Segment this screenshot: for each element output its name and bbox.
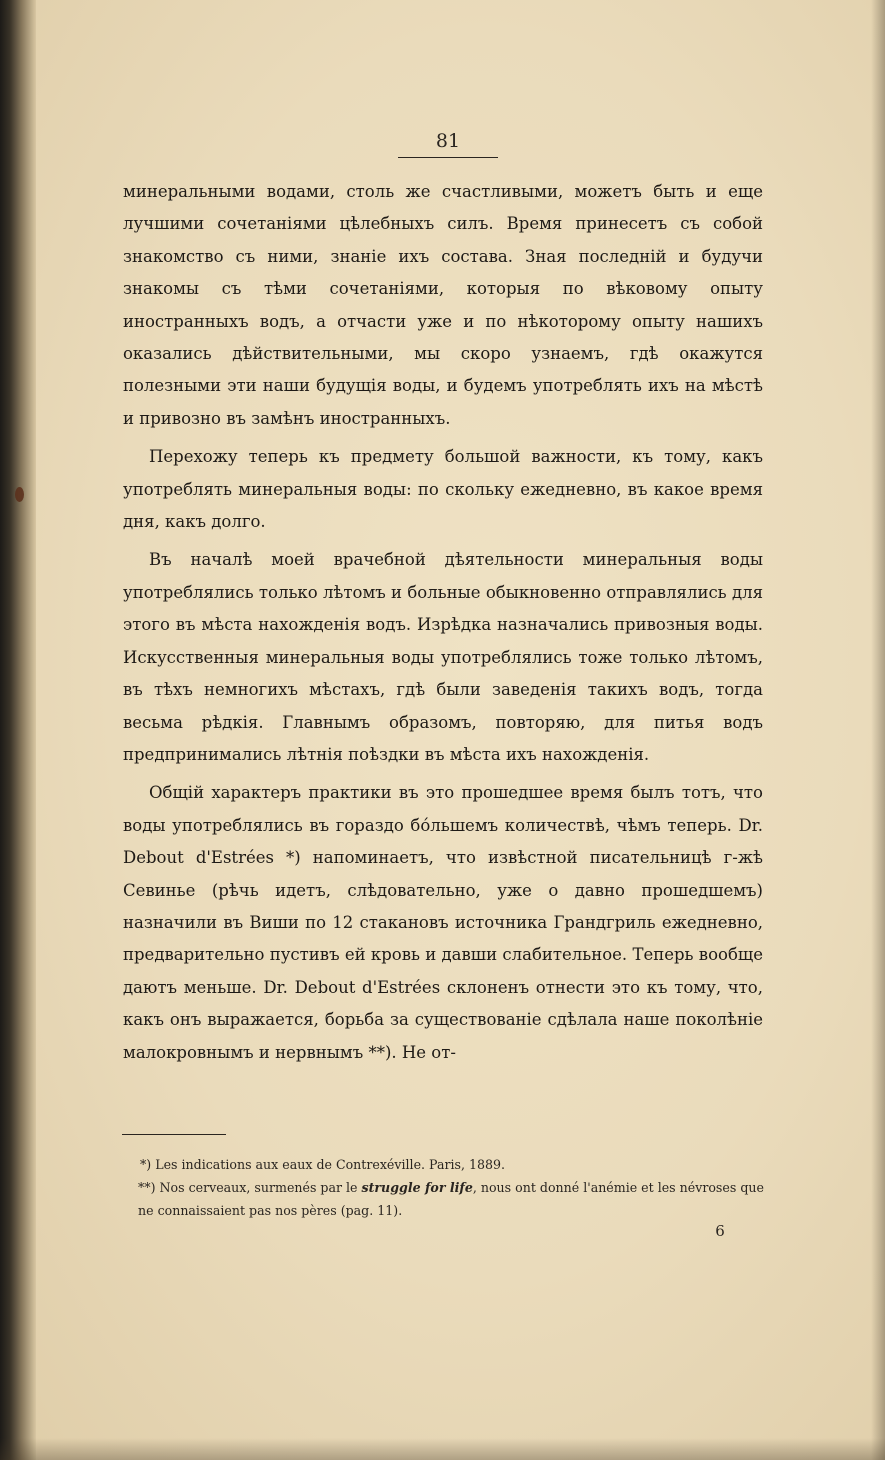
page-edge-shadow	[871, 0, 885, 1460]
footnote-rule	[122, 1134, 226, 1135]
footnote-2-text-after: , nous ont donné l'anémie et les névroses que ne connaissaient pas nos pères (pag. 11).	[138, 1180, 764, 1218]
footnote-2-italic: struggle for life	[361, 1180, 473, 1195]
footnote-2-text-before: Nos cerveaux, surmenés par le	[159, 1180, 362, 1195]
ink-spot	[15, 487, 24, 502]
paragraph-2: Перехожу теперь къ предмету большой важности, къ тому, какъ употреблять минеральныя воды: по скольку ежедневно, въ какое время дня, какъ долго.	[123, 447, 763, 532]
footnote-1-marker: *)	[140, 1157, 152, 1172]
signature-mark: 6	[715, 1222, 725, 1240]
paragraph-3: Въ началѣ моей врачебной дѣятельности минеральныя воды употреблялись только лѣтомъ и больные обыкновенно отправлялись для этого въ мѣста нахожденія водъ. Изрѣдка назначались привозныя воды. Искусственныя минеральныя воды употреблялись тоже только лѣтомъ, въ тѣхъ немногихъ мѣстахъ, гдѣ были заведенія такихъ водъ, тогда весьма рѣдкія. Главнымъ образомъ, повторяю, для питья водъ предпринимались лѣтнія поѣздки въ мѣста ихъ нахожденія.	[123, 550, 763, 764]
footnote-2	[122, 1176, 772, 1222]
page-bottom-shadow	[0, 1438, 885, 1460]
footnote-1	[122, 1153, 772, 1176]
paragraph-1: минеральными водами, столь же счастливыми, можетъ быть и еще лучшими сочетаніями цѣлебныхъ силъ. Время принесетъ съ собой знакомство съ ними, знаніе ихъ состава. Зная последній и будучи знакомы съ тѣми сочетаніями, которыя по вѣковому опыту иностранныхъ водъ, а отчасти уже и по нѣкоторому опыту нашихъ оказались дѣйствительными, мы скоро узнаемъ, гдѣ окажутся полезными эти наши будущія воды, и будемъ употреблять ихъ на мѣстѣ и привозно въ замѣнъ иностранныхъ.	[123, 182, 763, 428]
page-number: 81	[435, 130, 461, 152]
footnotes	[122, 1153, 772, 1222]
footnote-1-text: Les indications aux eaux de Contrexéville. Paris, 1889.	[155, 1157, 506, 1172]
paragraph-4: Общій характеръ практики въ это прошедшее время былъ тотъ, что воды употреблялись въ гораздо бо́льшемъ количествѣ, чѣмъ теперь. Dr. Debout d'Estrées *) напоминаетъ, что извѣстной писательницѣ г-жѣ Севинье (рѣчь идетъ, слѣдовательно, уже о давно прошедшемъ) назначили въ Виши по 12 стакановъ источника Грандгриль ежедневно, предварительно пустивъ ей кровь и давши слабительное. Теперь вообще даютъ меньше. Dr. Debout d'Estrées склоненъ отнести это къ тому, что, какъ онъ выражается, борьба за существованіе сдѣлала наше поколѣніе малокровнымъ и нервнымъ **). Не от-	[123, 783, 763, 1062]
footnote-2-marker: **)	[138, 1180, 156, 1195]
header-rule	[398, 157, 498, 158]
body-text	[123, 176, 763, 1069]
book-spine-shadow	[0, 0, 36, 1460]
